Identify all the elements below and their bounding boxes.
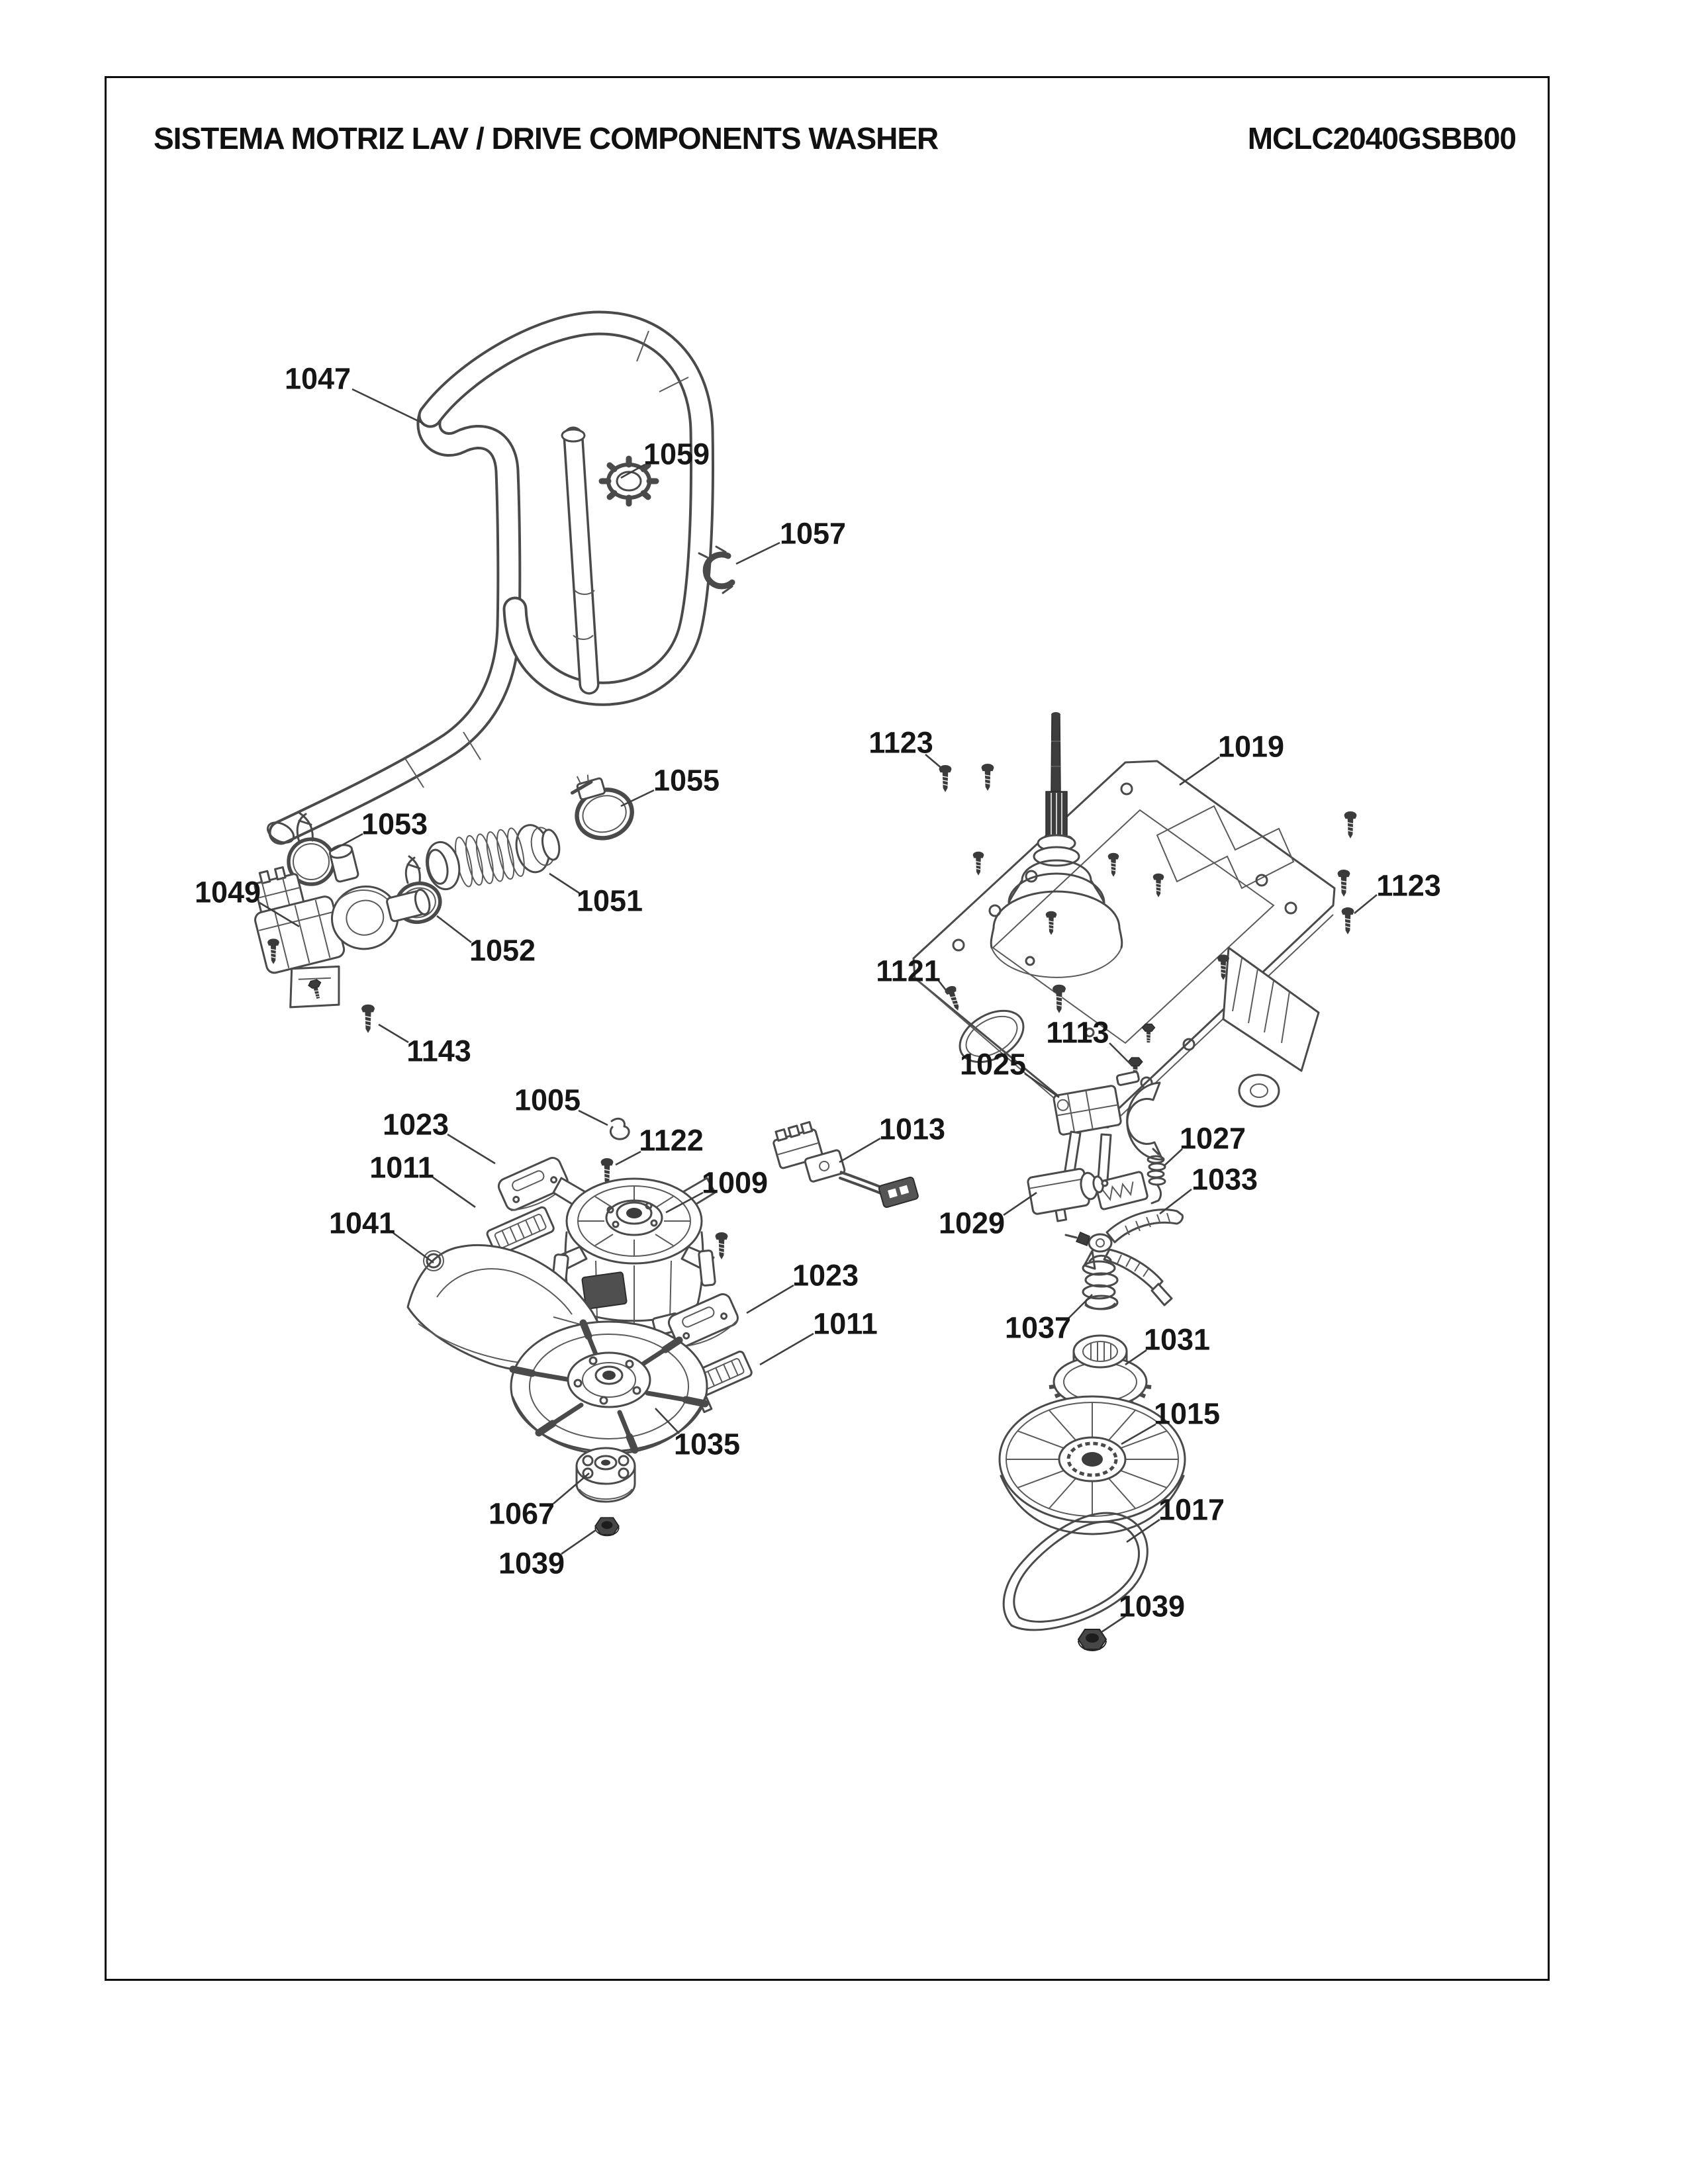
part-label-1123: 1123: [1376, 868, 1441, 903]
leader-line-wire-harness: [839, 1138, 880, 1162]
part-label-1035: 1035: [673, 1427, 741, 1461]
leader-line-motor-grate-right: [760, 1334, 814, 1365]
part-label-1011: 1011: [369, 1150, 434, 1185]
leader-line-motor-grate-left: [433, 1177, 475, 1207]
leader-line-retainer-clip: [579, 1111, 608, 1125]
part-label-1039: 1039: [1118, 1589, 1186, 1623]
part-label-1023: 1023: [792, 1258, 859, 1293]
part-label-1023: 1023: [382, 1107, 449, 1142]
part-label-1015: 1015: [1153, 1396, 1221, 1431]
part-label-1037: 1037: [1004, 1310, 1072, 1345]
retainer-clip-drawing: [610, 1118, 629, 1139]
bellows-hose-drawing: [422, 817, 564, 895]
part-label-1049: 1049: [194, 875, 261, 909]
leader-line-clutch-hub: [553, 1473, 589, 1504]
part-label-1039: 1039: [498, 1546, 565, 1580]
leader-line-motor-pad-left: [447, 1134, 495, 1163]
spring-small-drawing: [1148, 1149, 1165, 1203]
leader-line-drain-hose: [352, 389, 424, 424]
part-label-1011: 1011: [813, 1306, 878, 1341]
leader-line-counterweight: [393, 1233, 434, 1263]
part-label-1143: 1143: [406, 1034, 471, 1068]
leader-line-motor-pad-right: [747, 1285, 794, 1313]
part-label-1019: 1019: [1217, 729, 1285, 764]
part-label-1009: 1009: [701, 1165, 769, 1200]
leader-line-clamp-wire-lower: [437, 916, 471, 942]
screw-motor-right: [716, 1232, 728, 1259]
drain-hose-drawing: [264, 323, 702, 846]
part-label-1033: 1033: [1191, 1162, 1258, 1197]
part-label-1055: 1055: [653, 763, 720, 797]
part-label-1122: 1122: [639, 1123, 704, 1158]
part-label-1053: 1053: [361, 807, 428, 841]
leader-line-bellows-hose: [549, 874, 580, 893]
part-label-1031: 1031: [1143, 1322, 1211, 1357]
clutch-spring-drawing: [1083, 1255, 1117, 1309]
part-label-1025: 1025: [959, 1047, 1027, 1081]
part-label-1123: 1123: [868, 725, 933, 760]
leader-line-hose-clip: [736, 543, 780, 564]
part-label-1059: 1059: [643, 437, 710, 471]
part-label-1052: 1052: [469, 933, 536, 968]
part-label-1113: 1113: [1046, 1015, 1109, 1050]
leader-line-screw-motor: [616, 1152, 641, 1165]
page-title: SISTEMA MOTRIZ LAV / DRIVE COMPONENTS WASHER: [154, 121, 939, 156]
part-label-1013: 1013: [878, 1112, 946, 1146]
part-label-1051: 1051: [576, 884, 643, 918]
part-label-1057: 1057: [779, 516, 847, 551]
part-label-1067: 1067: [488, 1496, 555, 1531]
part-label-1029: 1029: [938, 1206, 1006, 1240]
part-label-1005: 1005: [514, 1083, 581, 1117]
clamp-band-drawing: [566, 764, 638, 844]
leader-line-screw-pump: [379, 1024, 408, 1042]
nut-hub-drawing: [595, 1518, 619, 1535]
clutch-hub-drawing: [577, 1448, 635, 1502]
part-label-1017: 1017: [1158, 1492, 1225, 1527]
part-label-1027: 1027: [1179, 1121, 1246, 1156]
screw-1143: [361, 1005, 375, 1033]
leader-line-nut-hub: [561, 1530, 596, 1554]
model-number: MCLC2040GSBB00: [1247, 121, 1516, 156]
leader-line-transmission-platform: [1180, 757, 1219, 785]
part-label-1041: 1041: [328, 1206, 396, 1240]
part-label-1121: 1121: [876, 954, 941, 988]
part-label-1047: 1047: [284, 361, 352, 396]
leader-line-screws-platform-right: [1354, 895, 1377, 913]
